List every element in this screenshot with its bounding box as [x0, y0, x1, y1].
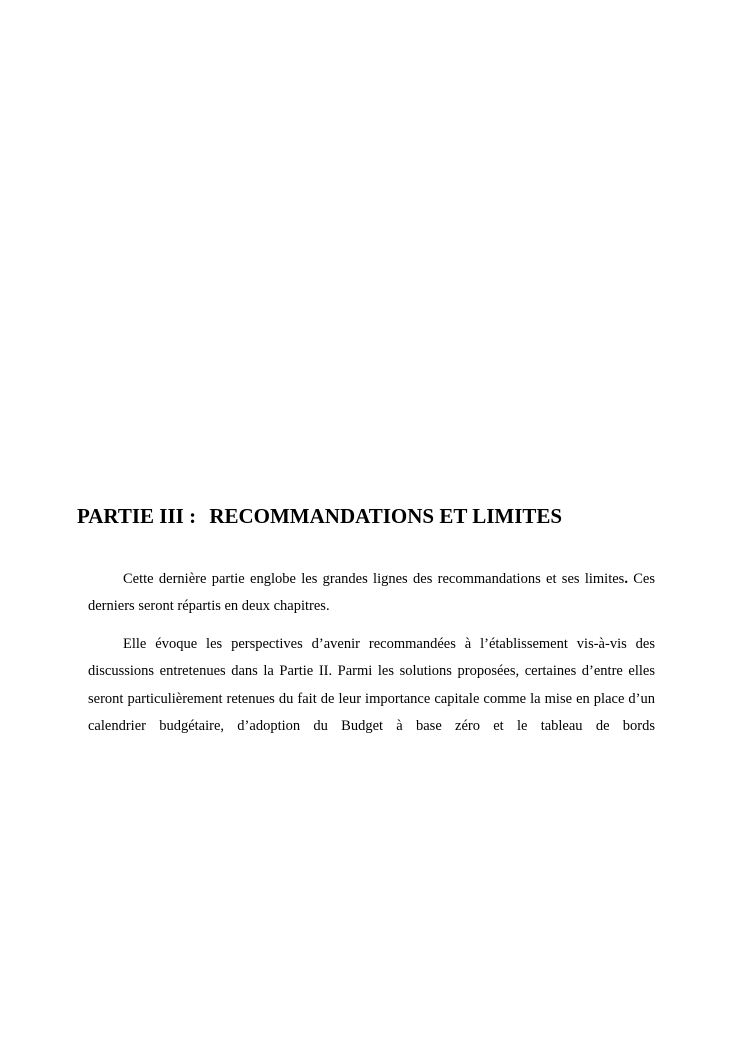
- intro-paragraph-text-b: Ces derniers seront répartis en deux chapitres.: [88, 571, 655, 615]
- perspectives-paragraph-text: Elle évoque les perspectives d’avenir recommandées à l’établissement vis-à-vis des discussions entretenues dans la Partie II. Parmi les solutions proposées, certaines d’entre elles seront particulièrement retenues du fait de leur importance capitale comme la mise en place d’un calendrier budgétaire, d’adoption du Budget à base zéro et le tableau de bords: [88, 636, 655, 734]
- section-title: RECOMMANDATIONS ET LIMITES: [209, 504, 563, 528]
- section-number: PARTIE III :: [77, 504, 197, 528]
- intro-paragraph: [88, 566, 655, 621]
- intro-paragraph-text-a: Cette dernière partie englobe les grandes lignes des recommandations et ses limites: [123, 571, 625, 587]
- intro-paragraph-bold-period: .: [624, 571, 628, 587]
- section-heading: [77, 504, 562, 529]
- perspectives-paragraph: [88, 631, 655, 740]
